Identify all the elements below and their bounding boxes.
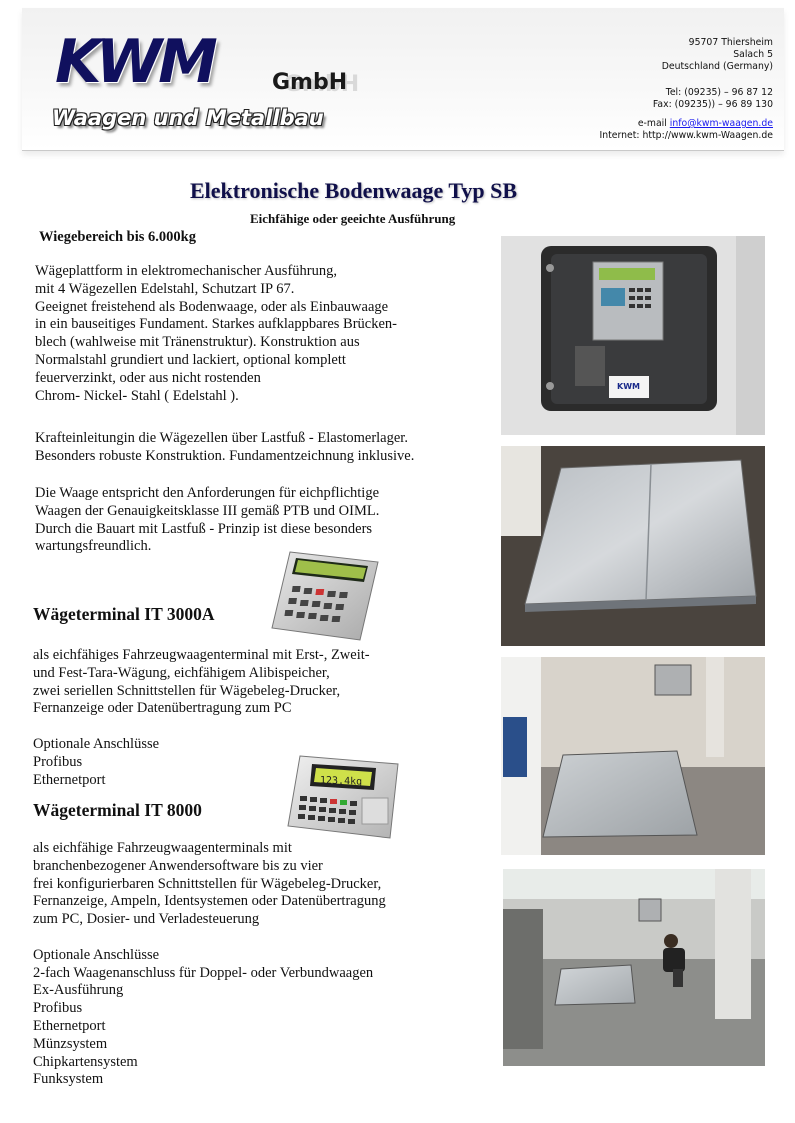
terminal2-option: Ex-Ausführung [33,982,124,999]
email-link[interactable]: info@kwm-waagen.de [669,118,773,129]
terminal1-line: zwei seriellen Schnittstellen für Wägebeleg-Drucker, [33,682,341,699]
description-paragraph [35,263,397,405]
terminal2-display: 123.4kg [320,775,363,788]
address-city: 95707 Thiersheim [688,37,773,48]
terminal2-option: Ethernetport [33,1017,106,1034]
standards-line: Durch die Bauart mit Lastfuß - Prinzip ist diese besonders [35,520,373,537]
logo-gmbh: GmbH [272,70,348,95]
address-country: Deutschland (Germany) [661,61,773,72]
standards-line: Die Waage entspricht den Anforderungen für eichpflichtige [35,485,380,501]
logo-tagline: Waagen und Metallbau [52,106,324,130]
description-line: Normalstahl grundiert und lackiert, optional komplett [35,351,346,368]
terminal2-option: 2-fach Waagenanschluss für Doppel- oder Verbundwaagen [33,964,374,981]
photo-installation-worker [503,869,765,1066]
terminal2-line: zum PC, Dosier- und Verladesteuerung [33,911,260,928]
address-tel: Tel: (09235) – 96 87 12 [665,87,773,98]
address-internet: Internet: http://www.kwm-Waagen.de [599,130,773,141]
terminal2-option: Profibus [33,1000,83,1017]
terminal2-heading: Wägeterminal IT 8000 [33,800,202,820]
terminal1-option: Profibus [33,753,83,770]
terminal-it3000a-image [268,548,380,644]
page-title: Elektronische Bodenwaage Typ SB [190,178,518,203]
description-line: Chrom- Nickel- Stahl ( Edelstahl ). [35,387,239,404]
subtitle: Eichfähige oder geeichte Ausführung [250,211,456,226]
address-email [638,118,773,130]
terminal2-text [33,840,386,1089]
terminal1-line: als eichfähiges Fahrzeugwaagenterminal mit Erst-, Zweit- [33,647,370,663]
standards-line: Waagen der Genauigkeitsklasse III gemäß PTB und OIML. [35,502,380,519]
photo-platform-in-hall [501,657,765,855]
force-paragraph [35,430,414,466]
terminal2-option: Chipkartensystem [33,1053,138,1070]
standards-paragraph [35,485,379,556]
photo-control-cabinet [501,236,765,435]
force-line: Besonders robuste Konstruktion. Fundamentzeichnung inklusive. [35,447,415,464]
terminal2-line: Fernanzeige, Ampeln, Identsystemen oder Datenübertragung [33,893,386,910]
terminal1-line: Fernanzeige oder Datenübertragung zum PC [33,700,292,717]
terminal2-line: branchenbezogener Anwendersoftware bis zu vier [33,857,323,874]
kwm-logo: KWM [55,27,214,97]
weighing-range: Wiegebereich bis 6.000kg [39,229,196,245]
description-line: Wägeplattform in elektromechanischer Ausführung, [35,263,337,279]
email-label: e-mail [637,118,670,129]
terminal2-line: frei konfigurierbaren Schnittstellen für Wägebeleg-Drucker, [33,875,382,892]
description-line: Geeignet freistehend als Bodenwaage, oder als Einbauwaage [35,298,389,315]
description-line: feuerverzinkt, oder aus nicht rostenden [35,369,261,386]
address-fax: Fax: (09235)) – 96 89 130 [652,99,773,110]
force-line: Krafteinleitungin die Wägezellen über Lastfuß - Elastomerlager. [35,430,408,446]
description-line: blech (wahlweise mit Tränenstruktur). Konstruktion aus [35,334,360,351]
terminal2-options-heading: Optionale Anschlüsse [33,946,160,963]
terminal1-heading: Wägeterminal IT 3000A [33,604,215,624]
description-line: mit 4 Wägezellen Edelstahl, Schutzart IP 67. [35,280,295,297]
terminal2-line: als eichfähige Fahrzeugwaagenterminals mit [33,840,292,856]
standards-line: wartungsfreundlich. [35,538,152,555]
terminal1-options-heading: Optionale Anschlüsse [33,735,160,752]
terminal-it8000-image [286,754,402,840]
description-line: in ein bauseitiges Fundament. Starkes aufklappbares Brücken- [35,316,397,333]
terminal2-option: Funksystem [33,1071,104,1088]
terminal2-option: Münzsystem [33,1035,108,1052]
photo-platform-closeup [501,446,765,646]
address-street: Salach 5 [733,49,773,60]
terminal1-line: und Fest-Tara-Wägung, eichfähigem Alibispeicher, [33,664,330,681]
terminal1-option: Ethernetport [33,771,106,788]
cabinet-kwm-label: KWM [617,382,640,391]
